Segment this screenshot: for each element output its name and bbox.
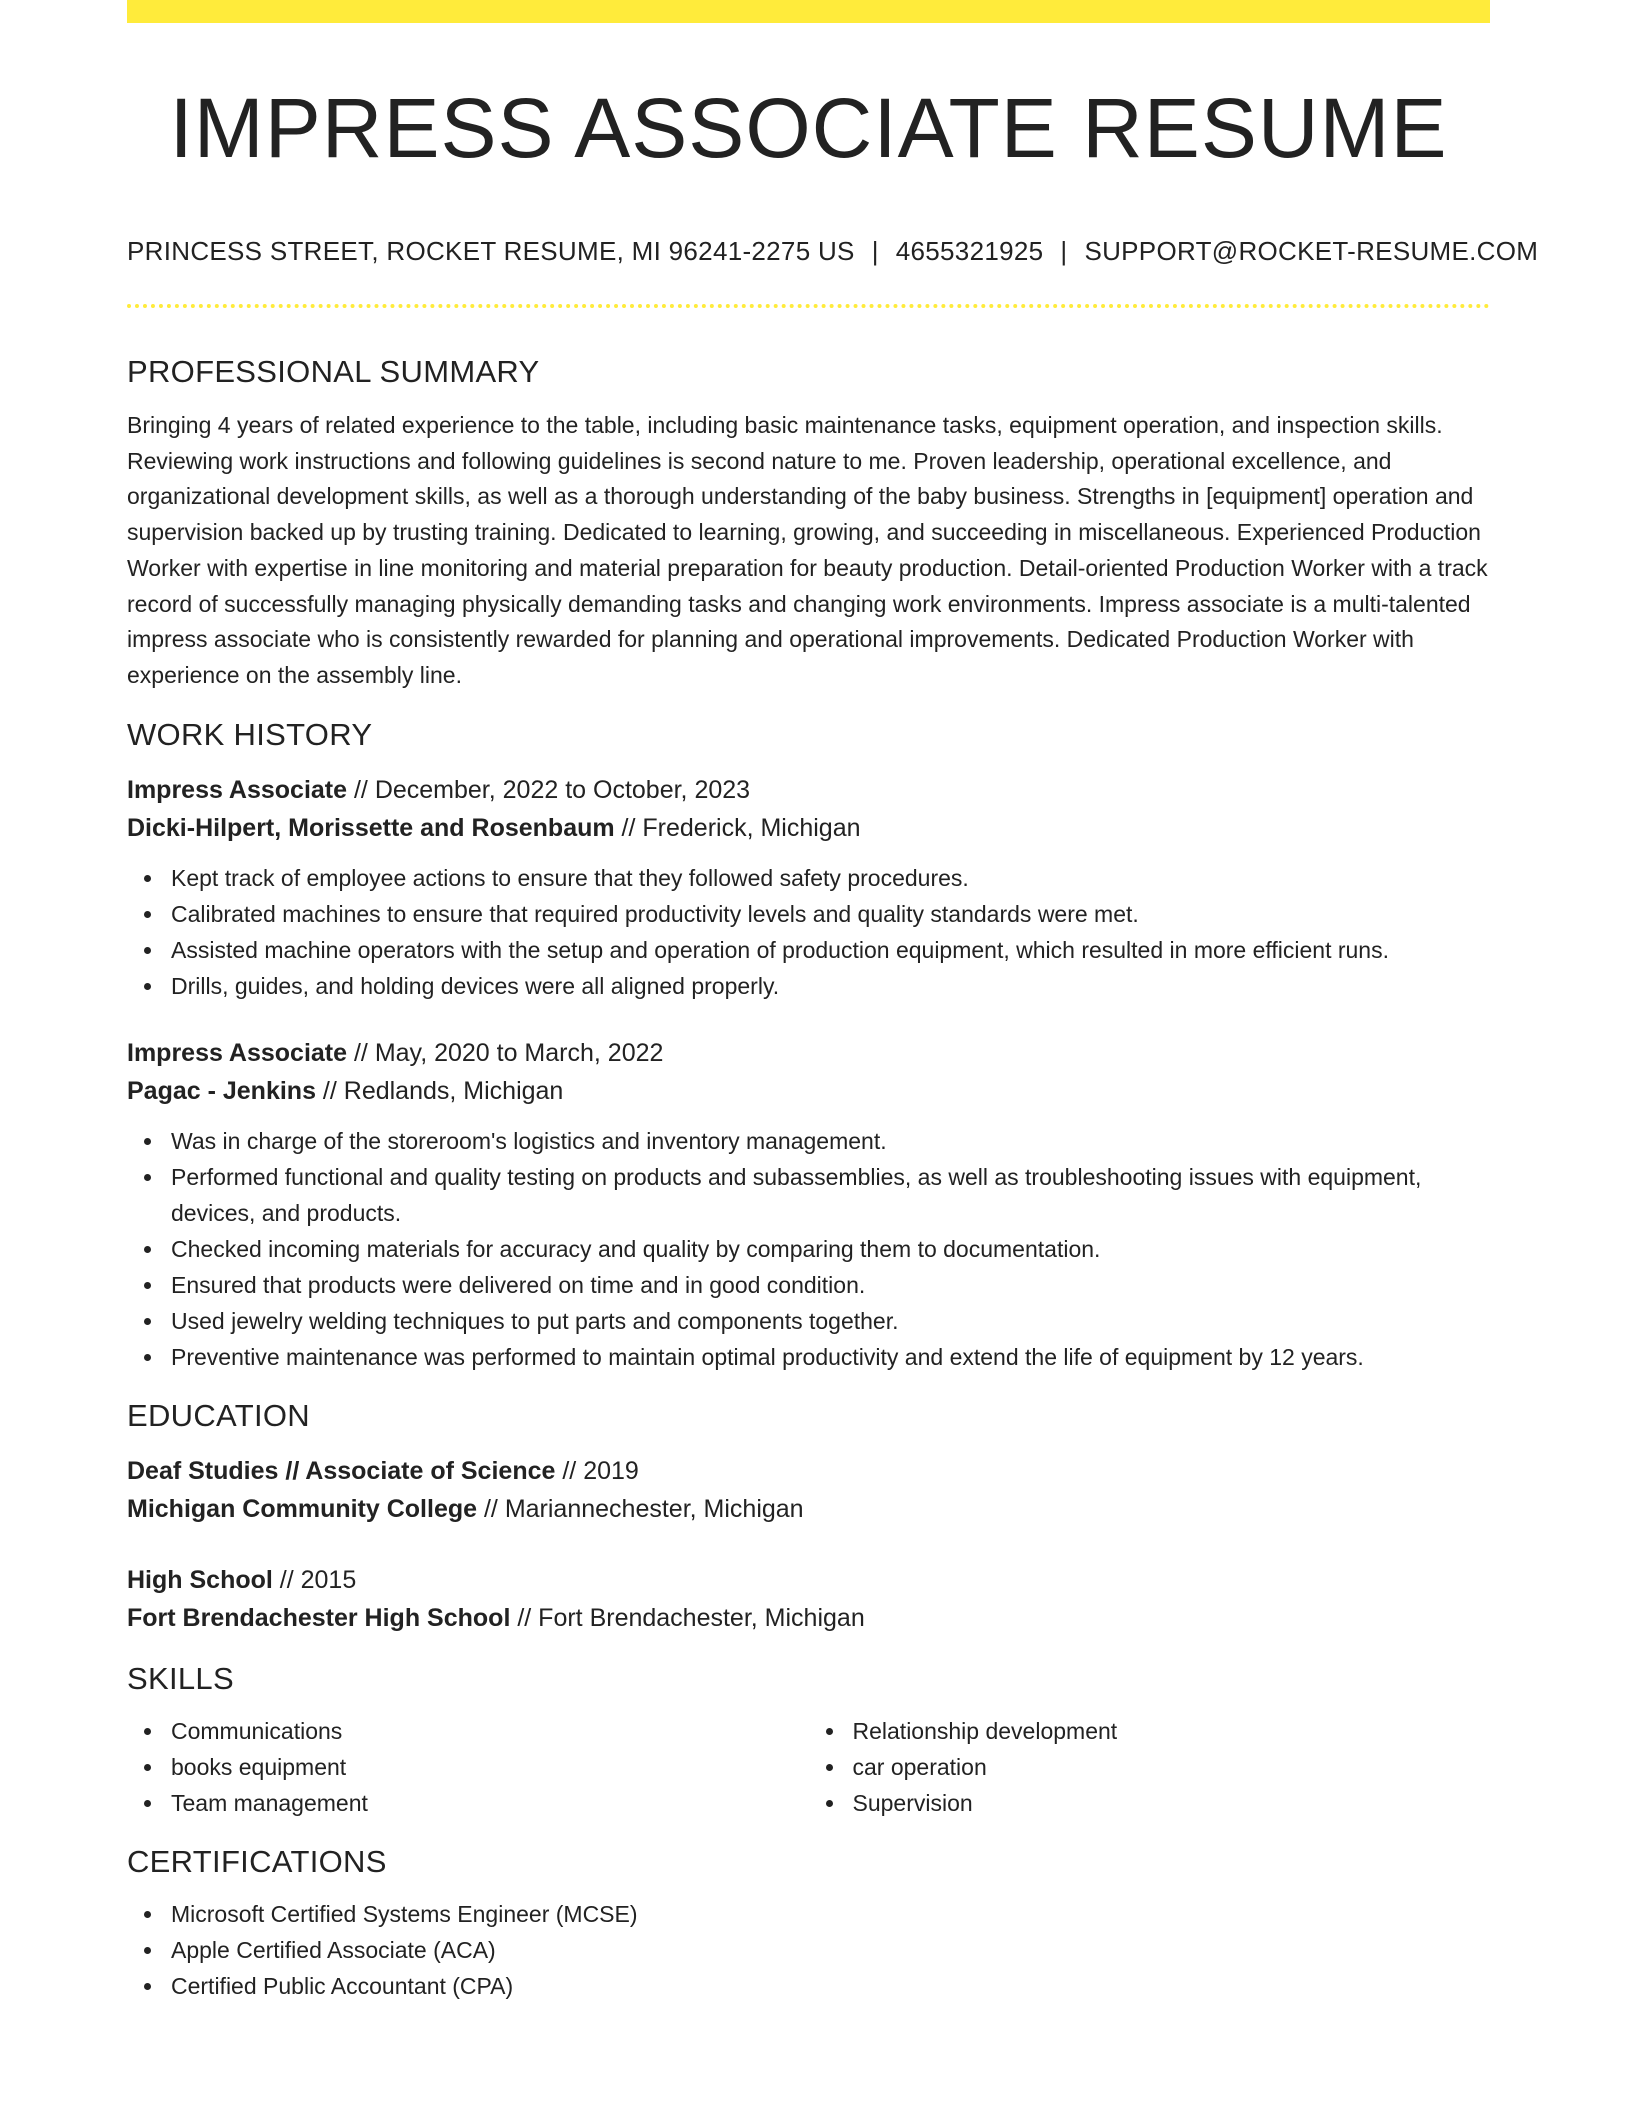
list-item: Team management <box>171 1785 809 1821</box>
job-entry <box>127 1034 1490 1375</box>
dotted-divider <box>127 304 1490 308</box>
list-item: Apple Certified Associate (ACA) <box>171 1932 1490 1968</box>
list-item: Was in charge of the storeroom's logistics and inventory management. <box>171 1123 1490 1159</box>
education-year: // 2015 <box>272 1565 357 1594</box>
section-heading-certifications: CERTIFICATIONS <box>127 1843 387 1879</box>
education-degree-line <box>127 1561 1490 1600</box>
resume-body <box>127 350 1490 2004</box>
list-item: Communications <box>171 1713 809 1749</box>
education-school: Fort Brendachester High School <box>127 1604 511 1633</box>
education-school: Michigan Community College <box>127 1495 478 1524</box>
education-school-line <box>127 1490 1490 1529</box>
contact-separator: | <box>1060 236 1068 266</box>
contact-address: PRINCESS STREET, ROCKET RESUME, MI 96241-2275 US <box>127 236 855 266</box>
job-title: Impress Associate <box>127 1038 348 1067</box>
certifications-list <box>127 1896 1490 2004</box>
job-location: // Frederick, Michigan <box>614 814 861 843</box>
job-company-line <box>127 809 1490 848</box>
job-company-line <box>127 1072 1490 1111</box>
education-degree: High School <box>127 1565 273 1594</box>
list-item: Used jewelry welding techniques to put parts and components together. <box>171 1303 1490 1339</box>
skills-grid <box>127 1713 1490 1821</box>
list-item: car operation <box>853 1749 1491 1785</box>
skills-list-right <box>809 1713 1491 1821</box>
list-item: Supervision <box>853 1785 1491 1821</box>
top-accent-bar <box>127 0 1490 23</box>
section-heading-summary: PROFESSIONAL SUMMARY <box>127 354 540 389</box>
skills-section <box>127 1657 1490 1821</box>
contact-line <box>127 236 1539 267</box>
job-location: // Redlands, Michigan <box>315 1077 564 1106</box>
education-entry <box>127 1561 1490 1638</box>
education-section <box>127 1394 1490 1638</box>
resume-name: IMPRESS ASSOCIATE RESUME <box>169 81 1448 175</box>
job-duties-list <box>127 1123 1490 1375</box>
education-year: // 2019 <box>555 1456 639 1485</box>
job-duties-list <box>127 860 1490 1004</box>
list-item: Drills, guides, and holding devices were all aligned properly. <box>171 968 1490 1004</box>
summary-section <box>127 350 1490 694</box>
section-heading-skills: SKILLS <box>127 1660 234 1696</box>
contact-separator: | <box>871 236 879 266</box>
education-location: // Mariannechester, Michigan <box>477 1495 804 1524</box>
summary-text: Bringing 4 years of related experience to the table, including basic maintenance tasks, equipment operation, and inspection skills. Reviewing work instructions and following guidelines is second nature to me. Proven leadership, operational excellence, and organizational development skills, as well as a thorough understanding of the baby business. Strengths in [equipment] operation and supervision backed up by trusting training. Dedicated to learning, growing, and succeeding in miscellaneous. Experienced Production Worker with expertise in line monitoring and material preparation for beauty production. Detail-oriented Production Worker with a track record of successfully managing physically demanding tasks and changing work environments. Impress associate is a multi-talented impress associate who is consistently rewarded for planning and operational improvements. Dedicated Production Worker with experience on the assembly line. <box>127 412 1488 688</box>
work-history-section <box>127 713 1490 1375</box>
job-dates: // December, 2022 to October, 2023 <box>347 775 751 804</box>
job-entry <box>127 771 1490 1004</box>
list-item: books equipment <box>171 1749 809 1785</box>
list-item: Ensured that products were delivered on time and in good condition. <box>171 1267 1490 1303</box>
list-item: Checked incoming materials for accuracy and quality by comparing them to documentation. <box>171 1231 1490 1267</box>
section-heading-education: EDUCATION <box>127 1397 310 1433</box>
list-item: Certified Public Accountant (CPA) <box>171 1968 1490 2004</box>
list-item: Microsoft Certified Systems Engineer (MCSE) <box>171 1896 1490 1932</box>
certifications-section <box>127 1840 1490 2004</box>
list-item: Relationship development <box>853 1713 1491 1749</box>
education-degree-line <box>127 1452 1490 1491</box>
section-heading-work-history: WORK HISTORY <box>127 716 373 752</box>
job-title: Impress Associate <box>127 775 348 804</box>
job-title-line <box>127 771 1490 810</box>
education-school-line <box>127 1599 1490 1638</box>
list-item: Performed functional and quality testing on products and subassemblies, as well as troubleshooting issues with equipment, devices, and products. <box>171 1159 1490 1231</box>
education-location: // Fort Brendachester, Michigan <box>510 1604 865 1633</box>
list-item: Assisted machine operators with the setup and operation of production equipment, which resulted in more efficient runs. <box>171 932 1490 968</box>
job-company: Pagac - Jenkins <box>127 1077 316 1106</box>
job-title-line <box>127 1034 1490 1073</box>
contact-email: SUPPORT@ROCKET-RESUME.COM <box>1084 236 1539 266</box>
job-company: Dicki-Hilpert, Morissette and Rosenbaum <box>127 814 615 843</box>
contact-phone: 4655321925 <box>895 236 1044 266</box>
list-item: Calibrated machines to ensure that required productivity levels and quality standards were met. <box>171 896 1490 932</box>
list-item: Kept track of employee actions to ensure that they followed safety procedures. <box>171 860 1490 896</box>
education-degree: Deaf Studies // Associate of Science <box>127 1456 556 1485</box>
education-entry <box>127 1452 1490 1529</box>
skills-list-left <box>127 1713 809 1821</box>
job-dates: // May, 2020 to March, 2022 <box>347 1038 664 1067</box>
list-item: Preventive maintenance was performed to maintain optimal productivity and extend the life of equipment by 12 years. <box>171 1339 1490 1375</box>
